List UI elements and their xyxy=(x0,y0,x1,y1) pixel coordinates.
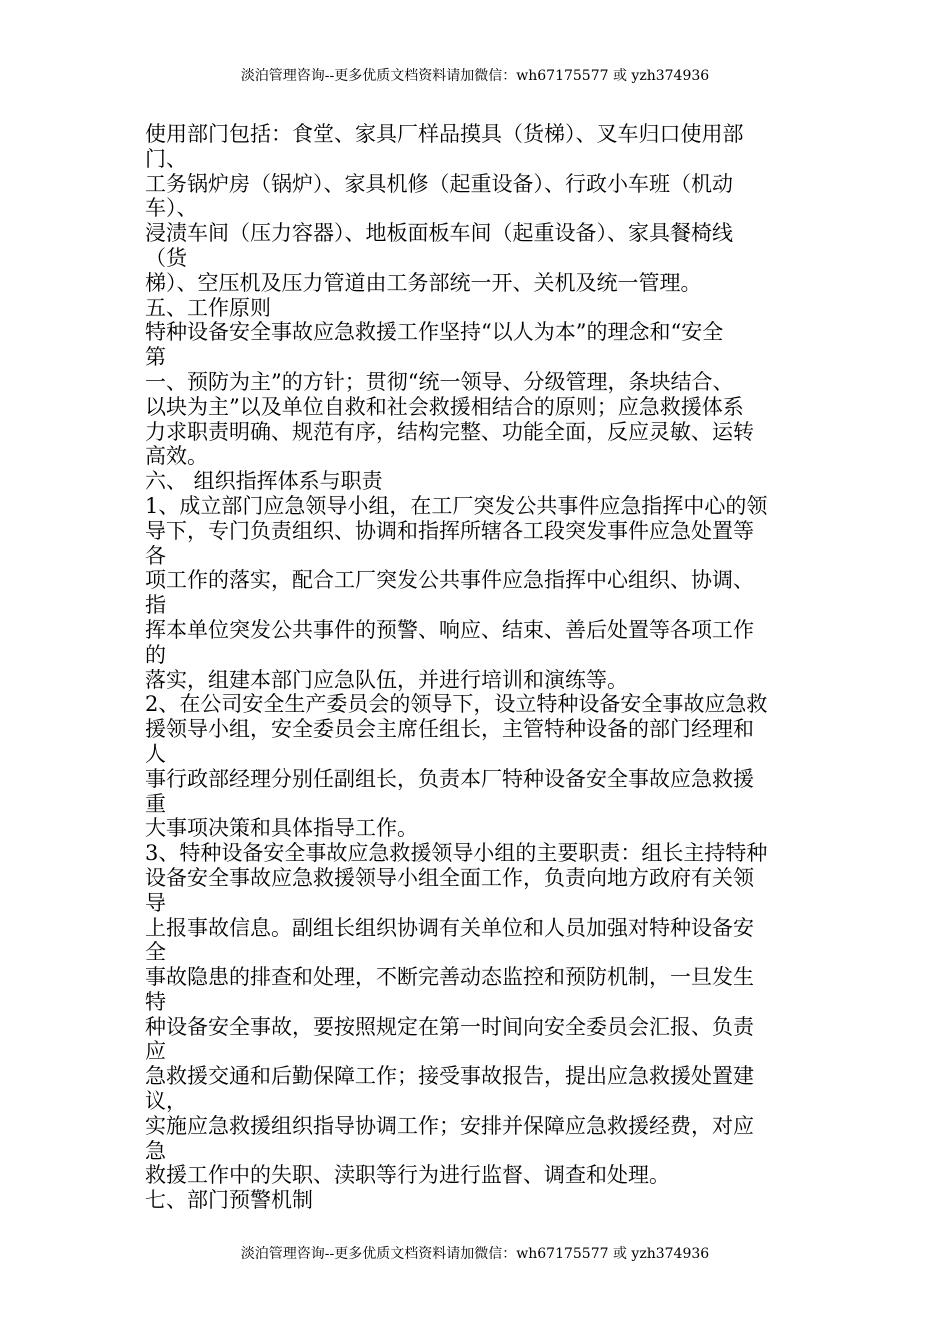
text-line: 重 xyxy=(145,791,166,816)
text-line: 实施应急救援组织指导协调工作；安排并保障应急救援经费，对应 xyxy=(145,1113,754,1138)
text-line: 上报事故信息。副组长组织协调有关单位和人员加强对特种设备安 xyxy=(145,915,754,940)
text-line: 梯）、空压机及压力管道由工务部统一开、关机及统一管理。 xyxy=(145,270,702,295)
text-line: 1、成立部门应急领导小组，在工厂突发公共事件应急指挥中心的领 xyxy=(145,493,768,518)
text-line: 挥本单位突发公共事件的预警、响应、结束、善后处置等各项工作 xyxy=(145,617,754,642)
text-line: 特 xyxy=(145,989,166,1014)
text-line: 应 xyxy=(145,1039,166,1064)
text-line: 人 xyxy=(145,741,166,766)
text-line: 全 xyxy=(145,940,166,965)
text-line: 力求职责明确、规范有序，结构完整、功能全面，反应灵敏、运转 xyxy=(145,419,754,444)
text-line: 车）、 xyxy=(145,196,198,221)
text-line: 事行政部经理分别任副组长，负责本厂特种设备安全事故应急救援 xyxy=(145,766,754,791)
page-footer: 淡泊管理咨询--更多优质文档资料请加微信：wh67175577 或 yzh374936 xyxy=(240,1246,710,1262)
text-line: 救援工作中的失职、渎职等行为进行监督、调查和处理。 xyxy=(145,1163,670,1188)
text-line: 特种设备安全事故应急救援工作坚持“以人为本”的理念和“安全 xyxy=(145,320,724,345)
text-line: 3、特种设备安全事故应急救援领导小组的主要职责：组长主持特种 xyxy=(145,841,768,866)
text-line: 急救援交通和后勤保障工作；接受事故报告，提出应急救援处置建 xyxy=(145,1064,754,1089)
text-line: 指 xyxy=(145,593,166,618)
text-line: 落实，组建本部门应急队伍，并进行培训和演练等。 xyxy=(145,667,628,692)
text-line: 的 xyxy=(145,642,166,667)
text-line: 导下，专门负责组织、协调和指挥所辖各工段突发事件应急处置等 xyxy=(145,518,754,543)
text-line: 工务锅炉房（锅炉）、家具机修（起重设备）、行政小车班（机动 xyxy=(145,171,733,196)
text-line: 大事项决策和具体指导工作。 xyxy=(145,816,418,841)
text-line: （货 xyxy=(145,245,187,270)
text-line: 六、 组织指挥体系与职责 xyxy=(145,469,383,494)
text-line: 议， xyxy=(145,1089,187,1114)
text-line: 设备安全事故应急救援领导小组全面工作，负责向地方政府有关领 xyxy=(145,865,754,890)
text-line: 七、部门预警机制 xyxy=(145,1188,313,1213)
text-line: 2、在公司安全生产委员会的领导下，设立特种设备安全事故应急救 xyxy=(145,692,768,717)
text-line: 事故隐患的排查和处理，不断完善动态监控和预防机制，一旦发生 xyxy=(145,965,754,990)
text-line: 使用部门包括：食堂、家具厂样品摸具（货梯）、叉车归口使用部 xyxy=(145,122,744,146)
text-line: 第 xyxy=(145,345,166,370)
text-line: 援领导小组，安全委员会主席任组长，主管特种设备的部门经理和 xyxy=(145,717,754,742)
text-line: 五、工作原则 xyxy=(145,295,271,320)
text-line: 高效。 xyxy=(145,444,208,469)
text-line: 各 xyxy=(145,543,166,568)
text-line: 项工作的落实，配合工厂突发公共事件应急指挥中心组织、协调、 xyxy=(145,568,754,593)
text-line: 种设备安全事故，要按照规定在第一时间向安全委员会汇报、负责 xyxy=(145,1014,754,1039)
text-line: 浸渍车间（压力容器）、地板面板车间（起重设备）、家具餐椅线 xyxy=(145,221,733,246)
text-line: 急 xyxy=(145,1138,166,1163)
text-line: 门、 xyxy=(145,146,187,171)
text-line: 导 xyxy=(145,890,166,915)
page-header: 淡泊管理咨询--更多优质文档资料请加微信：wh67175577 或 yzh374936 xyxy=(240,68,710,84)
document-body xyxy=(145,122,815,1213)
text-line: 以块为主”以及单位自救和社会救援相结合的原则；应急救援体系 xyxy=(145,394,744,419)
text-line: 一、预防为主”的方针；贯彻“统一领导、分级管理，条块结合、 xyxy=(145,369,734,394)
